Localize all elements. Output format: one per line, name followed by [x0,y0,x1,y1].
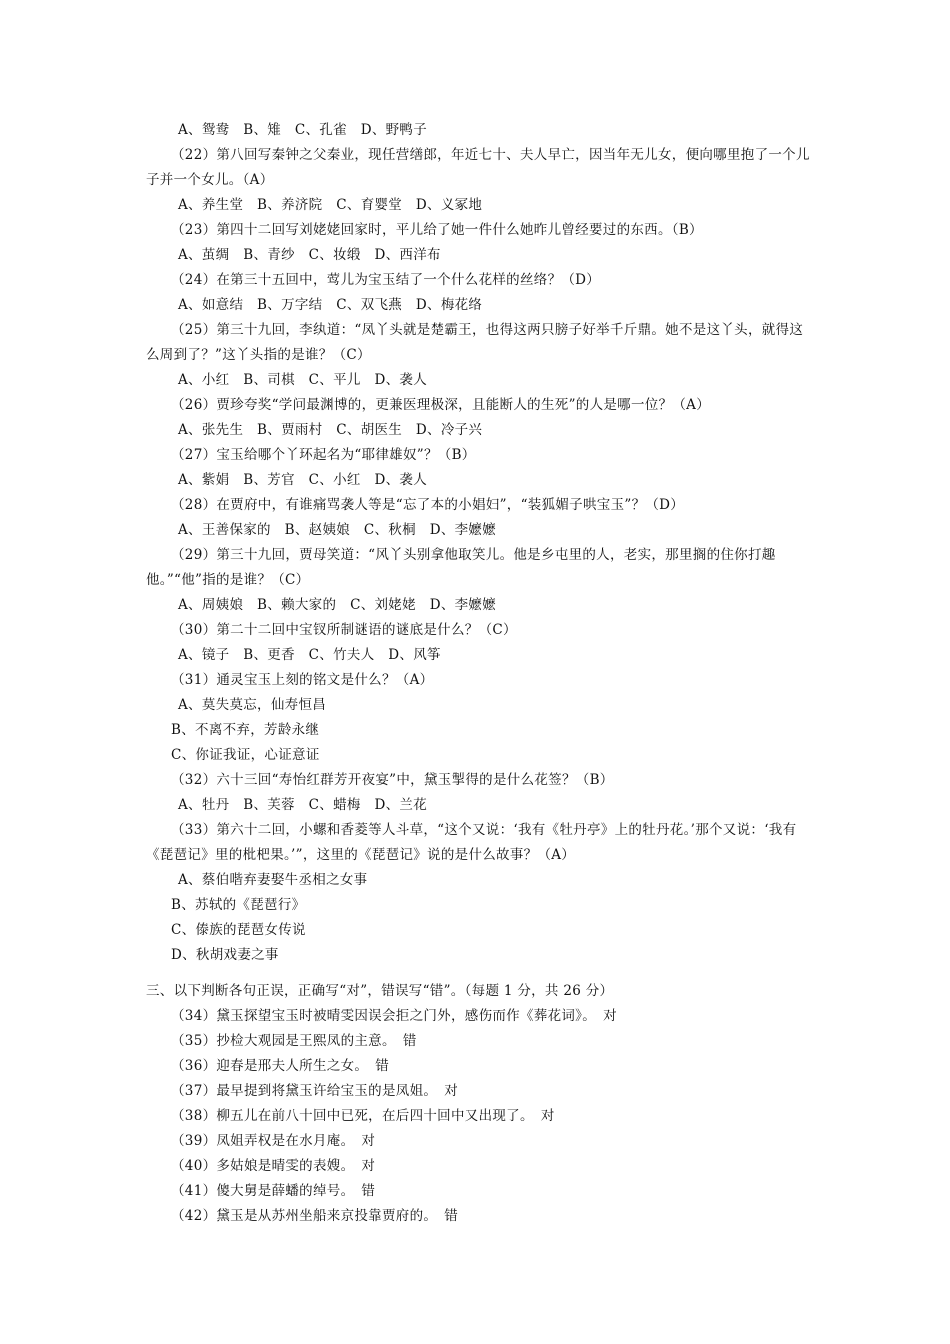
question-24: （24）在第三十五回中，莺儿为宝玉结了一个什么花样的丝络？（D） [171,272,601,288]
options-30: A、镜子 B、更香 C、竹夫人 D、风筝 [178,647,441,663]
options-23: A、茧绸 B、青纱 C、妆缎 D、西洋布 [178,247,441,263]
options-28: A、王善保家的 B、赵姨娘 C、秋桐 D、李嬷嬷 [178,522,497,538]
judgement-42: （42）黛玉是从苏州坐船来京投靠贾府的。 错 [171,1208,459,1224]
judgement-38: （38）柳五儿在前八十回中已死，在后四十回中又出现了。 对 [171,1108,555,1124]
question-22: （22）第八回写秦钟之父秦业，现任营缮郎，年近七十、夫人早亡，因当年无儿女，便向哪里抱了一个儿子并一个女儿。（A） [146,147,810,188]
option-33-b: B、苏轼的《琵琶行》 [171,897,306,913]
options-24: A、如意结 B、万字结 C、双飞燕 D、梅花络 [178,297,483,313]
question-32: （32）六十三回“寿怡红群芳开夜宴”中，黛玉掣得的是什么花签？（B） [171,772,614,788]
judgement-34: （34）黛玉探望宝玉时被晴雯因误会拒之门外，感伤而作《葬花词》。 对 [171,1008,617,1024]
question-31: （31）通灵宝玉上刻的铭文是什么？（A） [171,672,434,688]
question-27: （27）宝玉给哪个丫环起名为“耶律雄奴”？（B） [171,447,476,463]
question-28: （28）在贾府中，有谁痛骂袭人等是“忘了本的小娼妇”，“装狐媚子哄宝玉”？（D） [171,497,685,513]
judgement-36: （36）迎春是邢夫人所生之女。 错 [171,1058,390,1074]
judgement-41: （41）傻大舅是薛蟠的绰号。 错 [171,1183,376,1199]
options-22: A、养生堂 B、养济院 C、育婴堂 D、义冢地 [178,197,483,213]
section-three-heading: 三、以下判断各句正误，正确写“对”，错误写“错”。（每题 1 分，共 26 分） [146,983,614,999]
question-25: （25）第三十九回，李纨道：“凤丫头就是楚霸王，也得这两只膀子好举千斤鼎。她不是这丫头，就得这么周到了？”这丫头指的是谁？（C） [146,322,804,363]
options-26: A、张先生 B、贾雨村 C、胡医生 D、冷子兴 [178,422,483,438]
question-26: （26）贾珍夸奖“学问最渊博的，更兼医理极深，且能断人的生死”的人是哪一位？（A） [171,397,711,413]
judgement-40: （40）多姑娘是晴雯的表嫂。 对 [171,1158,376,1174]
option-33-d: D、秋胡戏妻之事 [171,947,279,963]
options-27: A、紫娟 B、芳官 C、小红 D、袭人 [178,472,428,488]
judgement-39: （39）凤姐弄权是在水月庵。 对 [171,1133,376,1149]
option-33-a: A、蔡伯喈弃妻娶牛丞相之女事 [178,872,368,888]
question-23: （23）第四十二回写刘姥姥回家时，平儿给了她一件什么她昨儿曾经要过的东西。（B） [171,222,703,238]
option-31-b: B、不离不弃，芳龄永继 [171,722,320,738]
options-32: A、牡丹 B、芙蓉 C、蜡梅 D、兰花 [178,797,428,813]
option-31-a: A、莫失莫忘，仙寿恒昌 [178,697,327,713]
options-25: A、小红 B、司棋 C、平儿 D、袭人 [178,372,428,388]
option-31-c: C、你证我证，心证意证 [171,747,320,763]
question-30: （30）第二十二回中宝钗所制谜语的谜底是什么？（C） [171,622,517,638]
question-29: （29）第三十九回，贾母笑道：“风丫头别拿他取笑儿。他是乡屯里的人，老实，那里搁的住你打趣他。”“他”指的是谁？（C） [146,547,776,588]
question-33: （33）第六十二回，小螺和香菱等人斗草，“这个又说：‘我有《牡丹亭》上的牡丹花。’那个又说：‘我有《琵琶记》里的枇杷果。’”，这里的《琵琶记》说的是什么故事？（A） [146,822,797,863]
option-33-c: C、傣族的琵琶女传说 [171,922,306,938]
options-29: A、周姨娘 B、赖大家的 C、刘姥姥 D、李嬷嬷 [178,597,497,613]
judgement-35: （35）抄检大观园是王熙凤的主意。 错 [171,1033,417,1049]
options-21: A、鸳鸯 B、雉 C、孔雀 D、野鸭子 [178,122,428,138]
judgement-37: （37）最早提到将黛玉许给宝玉的是凤姐。 对 [171,1083,459,1099]
